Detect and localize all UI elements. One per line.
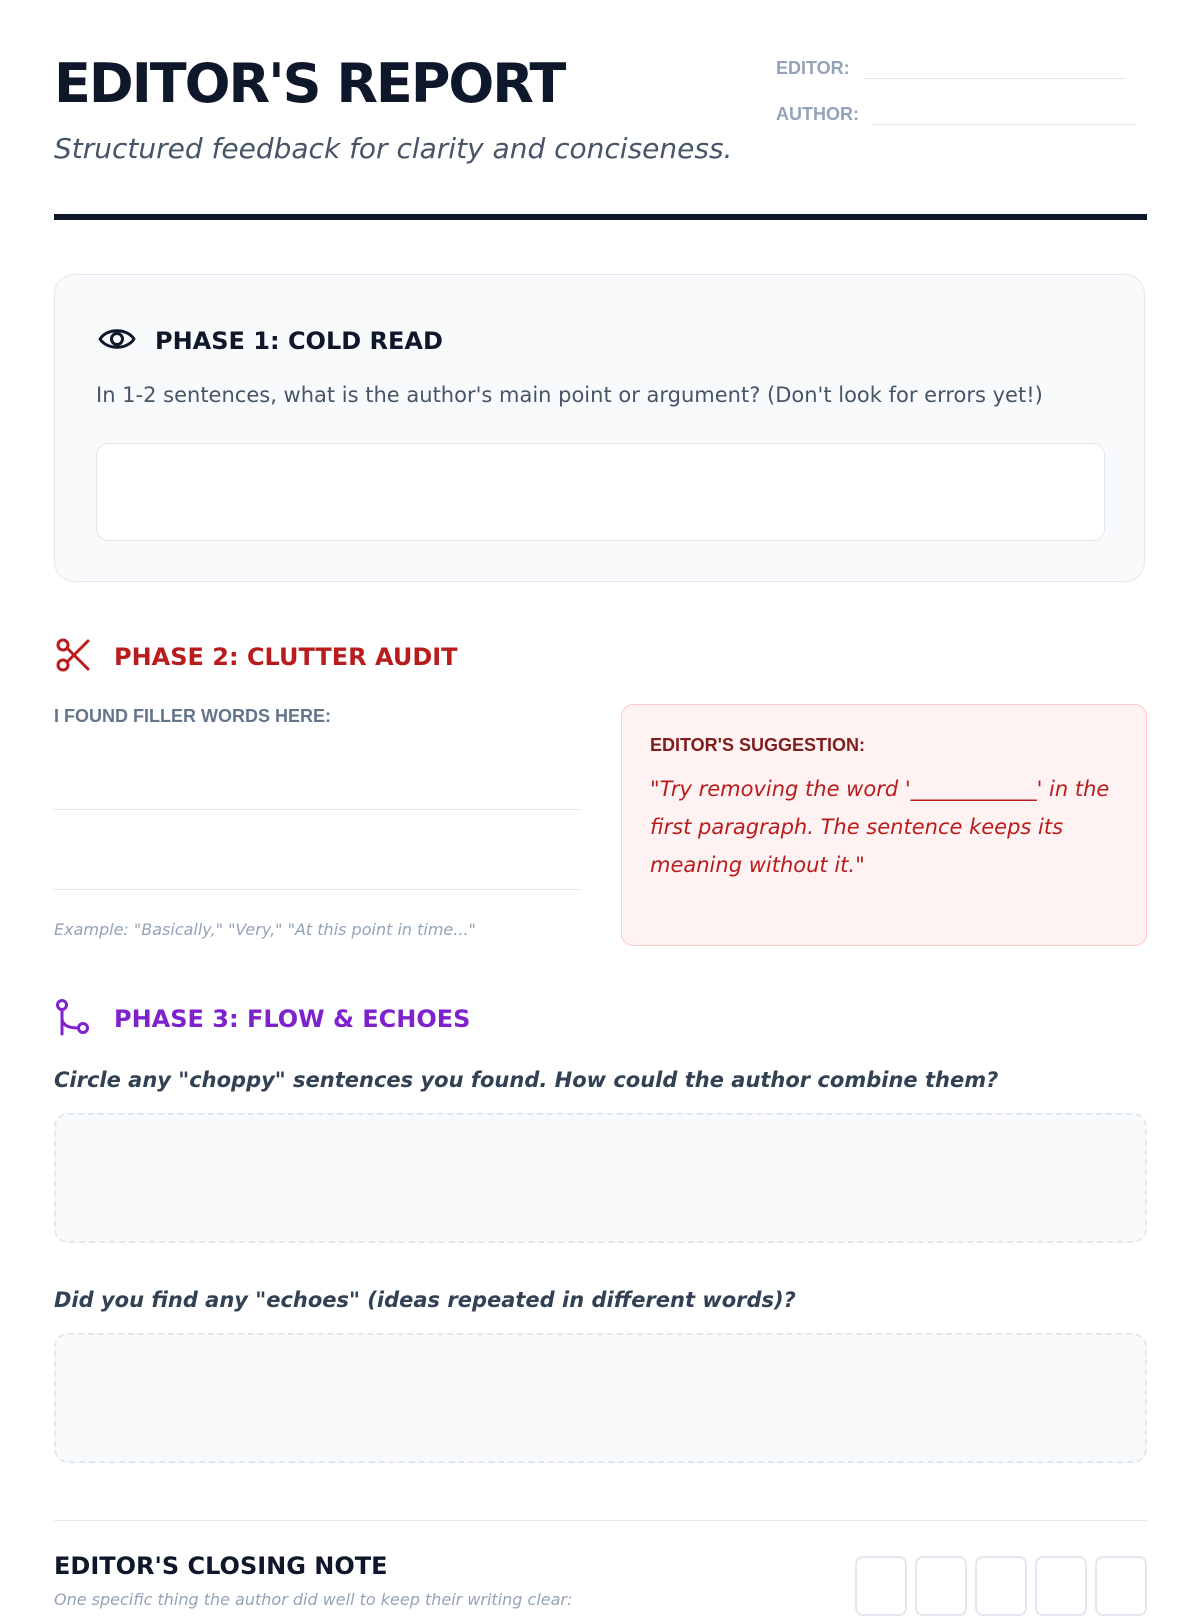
phase1-title: PHASE 1: COLD READ — [155, 327, 443, 355]
choppy-sentences-answer-box[interactable] — [54, 1113, 1147, 1243]
header-divider — [54, 214, 1147, 220]
phase3-title: PHASE 3: FLOW & ECHOES — [114, 1005, 471, 1033]
filler-words-example: Example: "Basically," "Very," "At this point in time..." — [54, 920, 476, 939]
author-field-row — [776, 104, 1135, 125]
editors-report-page — [54, 0, 1147, 1609]
phase2-title: PHASE 2: CLUTTER AUDIT — [114, 643, 458, 671]
git-branch-icon — [54, 998, 92, 1040]
rating-box-4[interactable] — [1035, 1556, 1087, 1616]
page-subtitle: Structured feedback for clarity and conciseness. — [54, 132, 733, 165]
scissors-icon — [54, 636, 92, 678]
closing-note-title: EDITOR'S CLOSING NOTE — [54, 1552, 388, 1580]
filler-words-label: I FOUND FILLER WORDS HERE: — [54, 706, 331, 726]
editor-name-field[interactable] — [864, 58, 1126, 79]
suggestion-text: "Try removing the word '____________' in the first paragraph. The sentence keeps its meaning without it." — [650, 777, 1110, 877]
page-title: EDITOR'S REPORT — [54, 52, 565, 115]
choppy-sentences-question: Circle any "choppy" sentences you found. How could the author combine them? — [54, 1068, 999, 1092]
phase3-header — [54, 998, 470, 1040]
echoes-question: Did you find any "echoes" (ideas repeated in different words)? — [54, 1288, 796, 1312]
phase1-card — [54, 274, 1145, 582]
editor-label: EDITOR: — [776, 58, 850, 78]
closing-note-subtitle: One specific thing the author did well to keep their writing clear: — [54, 1590, 573, 1609]
echoes-answer-box[interactable] — [54, 1333, 1147, 1463]
author-label: AUTHOR: — [776, 104, 859, 124]
phase2-header — [54, 636, 458, 678]
editor-suggestion-card — [621, 704, 1147, 946]
editor-field-row — [776, 58, 1126, 79]
suggestion-label: EDITOR'S SUGGESTION: — [650, 735, 865, 755]
phase1-header — [97, 319, 443, 363]
rating-box-5[interactable] — [1095, 1556, 1147, 1616]
phase1-question: In 1-2 sentences, what is the author's main point or argument? (Don't look for errors yet!) — [96, 383, 1043, 407]
filler-words-line-1[interactable] — [54, 809, 580, 810]
author-name-field[interactable] — [873, 104, 1135, 125]
rating-box-1[interactable] — [855, 1556, 907, 1616]
phase1-answer-box[interactable] — [96, 443, 1105, 541]
eye-icon — [97, 319, 137, 363]
filler-words-line-2[interactable] — [54, 889, 580, 890]
rating-box-3[interactable] — [975, 1556, 1027, 1616]
closing-divider — [54, 1520, 1147, 1521]
rating-box-2[interactable] — [915, 1556, 967, 1616]
